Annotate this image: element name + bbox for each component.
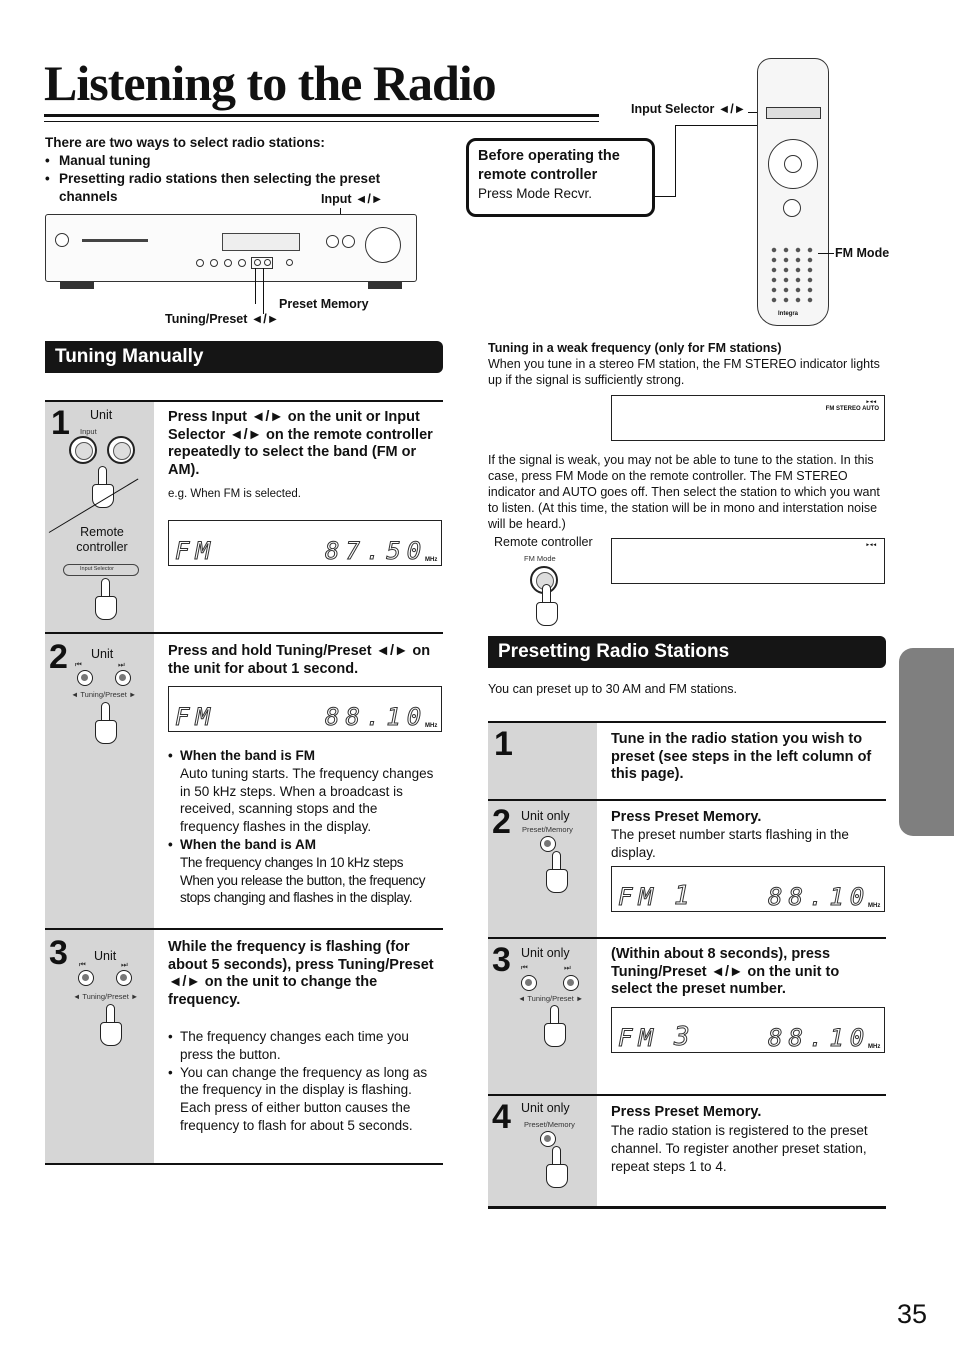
- preset-memory-tiny-label: Preset/Memory: [522, 825, 573, 834]
- tuning-preset-tiny-label: ◄ Tuning/Preset ►: [73, 992, 139, 1001]
- callout-text: Press Mode Recvr.: [478, 186, 593, 201]
- step-instruction: (Within about 8 seconds), press Tuning/Preset ◄/► on the unit to select the preset number.: [611, 946, 840, 997]
- preset-step-3: 3 Unit only ⏮ ⏭ ◄ Tuning/Preset ► (Within about 8 seconds), press Tuning/Preset ◄/► on the unit to select the preset number. FM 3 88.10 MHz: [488, 937, 886, 1094]
- front-display: [222, 233, 300, 251]
- preset-step-2: [488, 799, 886, 937]
- pressing-hand-icon: [546, 851, 568, 895]
- remote-keypad: [768, 245, 818, 305]
- input-right-knob: [342, 235, 355, 248]
- tuning-right-button-icon: [115, 670, 131, 686]
- fm-display: FM 88.10 MHz: [168, 686, 442, 732]
- step-number: 2: [492, 803, 511, 841]
- step-number: 1: [494, 725, 513, 763]
- input-left-button-icon: [69, 436, 97, 464]
- input-selector-remote-icon: Input Selector: [63, 564, 139, 576]
- tuning-preset-tiny-label: ◄ Tuning/Preset ►: [71, 690, 137, 699]
- am-note-text: The frequency changes In 10 kHz steps When you release the button, the frequency stops changing and flashes in the display.: [180, 854, 426, 906]
- preset-memory-button-icon: [540, 836, 556, 852]
- step-note: • The frequency changes each time you press the button.: [168, 1028, 440, 1064]
- fm-display: FM 87.50 MHz: [168, 520, 442, 566]
- disc-slot: [82, 239, 148, 242]
- step-number: 3: [49, 934, 68, 972]
- unit-label: Unit: [94, 949, 117, 963]
- input-selector-label: Input Selector ◄/►: [631, 102, 747, 116]
- unit-label: Unit: [91, 647, 114, 661]
- step-number: 3: [492, 941, 511, 979]
- step-instruction: Press Preset Memory.: [611, 1104, 762, 1120]
- input-label: Input ◄/►: [321, 192, 384, 206]
- weak-frequency-note: [488, 340, 888, 388]
- band-notes: [168, 747, 440, 907]
- input-tiny-label: Input: [80, 427, 97, 436]
- before-operating-callout: [466, 138, 655, 217]
- tuning-manually-header: Tuning Manually: [45, 341, 443, 373]
- pressing-hand-icon: [95, 578, 117, 622]
- fm-mode-label: FM Mode: [835, 246, 890, 260]
- step-text: The radio station is registered to the preset channel. To register another preset station, repeat steps 1 to 4.: [611, 1123, 868, 1174]
- input-right-button-icon: [107, 436, 135, 464]
- preset-memory-tiny-label: Preset/Memory: [524, 1120, 575, 1129]
- tuning-preset-label: Tuning/Preset ◄/►: [165, 312, 280, 326]
- power-knob-icon: [55, 233, 69, 247]
- intro-item: • Presetting radio stations then selecting the preset channels: [45, 170, 435, 206]
- fm-note-heading: • When the band is FM: [168, 747, 440, 765]
- am-note-heading: • When the band is AM: [168, 836, 440, 854]
- pressing-hand-icon: [100, 1004, 122, 1048]
- pressing-hand-icon: [536, 584, 558, 628]
- callout-heading: Before operating the remote controller: [478, 148, 620, 183]
- step-notes: [168, 1028, 440, 1135]
- fm-stereo-display: ▸◂◂ FM STEREO AUTO: [611, 395, 885, 441]
- intro-lead: There are two ways to select radio stations:: [45, 135, 325, 150]
- remote-controller-illustration: Integra: [757, 58, 829, 326]
- input-left-knob: [326, 235, 339, 248]
- page-number: 35: [897, 1299, 928, 1329]
- intro-item: • Manual tuning: [45, 152, 435, 170]
- tuning-left-button-icon: [521, 975, 537, 991]
- pressing-hand-icon: [544, 1005, 566, 1049]
- tuning-preset-tiny-label: ◄ Tuning/Preset ►: [518, 994, 584, 1003]
- chapter-thumb-tab: [899, 648, 954, 836]
- remote-controller-label: Remote controller: [76, 525, 128, 554]
- fm-note-text: Auto tuning starts. The frequency changes in 50 kHz steps. When a broadcast is received, scanning stops and the frequency flashes in the display.: [180, 765, 434, 835]
- volume-knob-icon: [365, 227, 401, 263]
- step-number: 1: [51, 404, 70, 442]
- step-instruction: While the frequency is flashing (for about 5 seconds), press Tuning/Preset ◄/► on the unit to change the frequency.: [168, 939, 434, 1008]
- step-number: 4: [492, 1098, 511, 1136]
- preset-display: FM 3 88.10 MHz: [611, 1007, 885, 1053]
- presetting-intro: You can preset up to 30 AM and FM stations.: [488, 682, 737, 696]
- mono-display: ▸◂◂: [611, 538, 885, 584]
- pressing-hand-icon: [95, 702, 117, 746]
- weak-text-2: If the signal is weak, you may not be able to tune to the station. In this case, press FM Mode on the remote controller. The FM STEREO indicator and AUTO goes off. Then select the station to which you want to listen. (At this time, the station will be in mono and interstation noise will be heard.): [488, 453, 880, 531]
- weak-heading: Tuning in a weak frequency (only for FM stations): [488, 341, 782, 355]
- tuning-right-button-icon: [563, 975, 579, 991]
- step-instruction: Press Input ◄/► on the unit or Input Selector ◄/► on the remote controller repeatedly to select the band (FM or AM).: [168, 409, 433, 478]
- fm-mode-tiny-label: FM Mode: [524, 554, 556, 563]
- unit-only-label: Unit only: [521, 809, 570, 823]
- unit-label: Unit: [90, 408, 113, 422]
- title-divider: [44, 114, 599, 117]
- preset-memory-button-icon: [540, 1131, 556, 1147]
- example-note: e.g. When FM is selected.: [168, 488, 301, 500]
- step-note: • You can change the frequency as long as the frequency in the display is flashing. Each press of either button causes the frequency to flash for about 5 seconds.: [168, 1064, 440, 1135]
- step-instruction: Press and hold Tuning/Preset ◄/► on the unit for about 1 second.: [168, 643, 431, 677]
- title-divider-thin: [44, 121, 599, 122]
- preset-step-1: [488, 721, 886, 799]
- step-text: The preset number starts flashing in the display.: [611, 827, 849, 860]
- step-instruction: Tune in the radio station you wish to preset (see steps in the left column of this page).: [611, 731, 872, 782]
- tuning-left-button-icon: [78, 970, 94, 986]
- tuning-step-1: [45, 400, 443, 632]
- pressing-hand-icon: [546, 1146, 568, 1190]
- receiver-unit-illustration: [45, 214, 417, 282]
- step-instruction: Press Preset Memory.: [611, 809, 762, 825]
- remote-controller-label: Remote controller: [494, 535, 593, 549]
- weak-text-1: When you tune in a stereo FM station, the FM STEREO indicator lights up if the signal is sufficiently strong.: [488, 357, 880, 387]
- preset-display: FM 1 88.10 MHz: [611, 866, 885, 912]
- unit-only-label: Unit only: [521, 1101, 570, 1115]
- presetting-header: Presetting Radio Stations: [488, 636, 886, 668]
- tuning-step-2: 2 Unit ⏮ ⏭ ◄ Tuning/Preset ► Press and hold Tuning/Preset ◄/► on the unit for about 1 second. FM 88.10 MHz • When the band is FM Auto tuning starts. The frequency changes in 50 kHz steps. When a broadcast is received, scanning stops and the frequency flashes in the display. • When the band is AM The frequency changes In 10 kHz steps When you release the button, the frequency stops changing and flashes in the display.: [45, 632, 443, 928]
- preset-memory-label: Preset Memory: [279, 297, 369, 311]
- unit-only-label: Unit only: [521, 946, 570, 960]
- step-number: 2: [49, 638, 68, 676]
- tuning-right-button-icon: [116, 970, 132, 986]
- preset-step-4: [488, 1094, 886, 1209]
- input-selector-keys: [766, 107, 821, 119]
- tuning-left-button-icon: [77, 670, 93, 686]
- page-title: Listening to the Radio: [44, 55, 496, 111]
- tuning-step-3: 3 Unit ⏮ ⏭ ◄ Tuning/Preset ► While the frequency is flashing (for about 5 seconds), press Tuning/Preset ◄/► on the unit to change the frequency. • The frequency changes each time you press the button. • You can change the frequency as long as the frequency in the display is flashing. Each press of either button causes the frequency to flash for about 5 seconds.: [45, 928, 443, 1165]
